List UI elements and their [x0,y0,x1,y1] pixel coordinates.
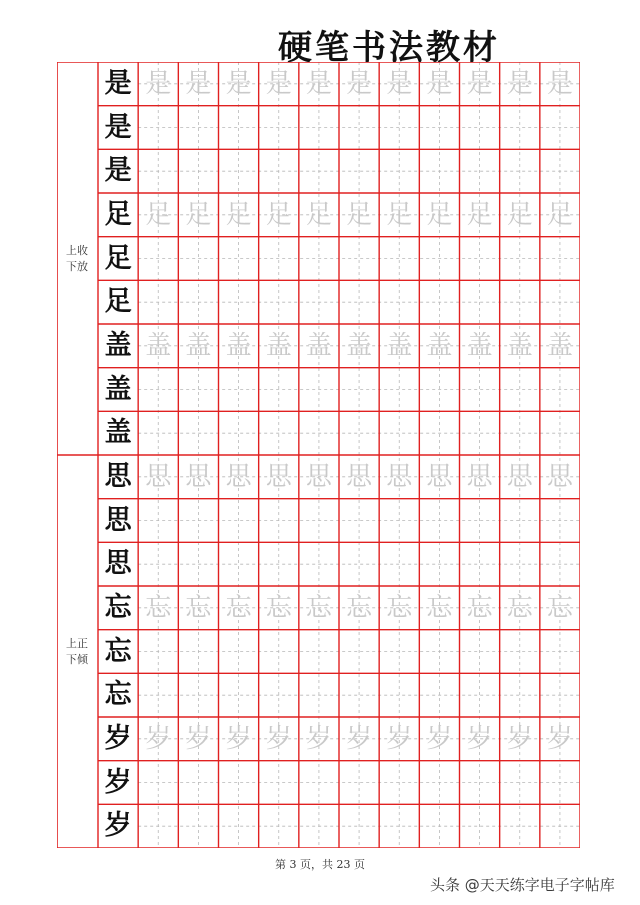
trace-character: 岁 [466,723,493,754]
trace-character: 思 [346,461,373,492]
model-character: 足 [104,198,132,230]
trace-character: 盖 [225,330,252,361]
section-label [57,636,97,668]
trace-character: 足 [386,199,413,230]
page-title: 硬笔书法教材 [278,28,500,68]
section-label-line: 下倾 [66,652,88,666]
trace-character: 岁 [265,723,292,754]
trace-character: 足 [546,199,573,230]
trace-character: 岁 [386,723,413,754]
trace-character: 思 [506,461,533,492]
trace-character: 忘 [305,592,332,623]
model-character: 盖 [104,417,132,449]
trace-character: 盖 [466,330,493,361]
trace-character: 盖 [386,330,413,361]
trace-character: 足 [426,199,453,230]
model-character: 岁 [104,766,132,798]
trace-character: 是 [546,68,573,99]
trace-character: 忘 [386,592,413,623]
trace-character: 盖 [265,330,292,361]
trace-character: 足 [145,199,172,230]
trace-character: 岁 [346,723,373,754]
model-character: 是 [104,67,132,99]
trace-character: 足 [305,199,332,230]
practice-grid [57,62,580,848]
trace-character: 足 [185,199,212,230]
trace-character: 岁 [225,723,252,754]
trace-character: 忘 [506,592,533,623]
model-character: 足 [104,242,132,274]
model-character: 岁 [104,810,132,842]
trace-character: 足 [225,199,252,230]
model-character: 盖 [104,329,132,361]
trace-character: 盖 [305,330,332,361]
trace-character: 是 [185,68,212,99]
trace-character: 岁 [185,723,212,754]
trace-character: 思 [466,461,493,492]
trace-character: 思 [305,461,332,492]
section-label-line: 上收 [66,243,88,257]
model-character: 是 [104,111,132,143]
trace-character: 是 [506,68,533,99]
trace-character: 是 [265,68,292,99]
trace-character: 忘 [466,592,493,623]
trace-character: 是 [225,68,252,99]
trace-character: 足 [265,199,292,230]
trace-character: 岁 [145,723,172,754]
trace-character: 忘 [346,592,373,623]
trace-character: 思 [145,461,172,492]
trace-character: 忘 [546,592,573,623]
trace-character: 思 [185,461,212,492]
model-character: 忘 [104,635,132,667]
trace-character: 忘 [185,592,212,623]
trace-character: 是 [145,68,172,99]
trace-character: 盖 [346,330,373,361]
trace-character: 足 [506,199,533,230]
section-label-line: 下放 [66,259,88,273]
model-character: 岁 [104,722,132,754]
model-character: 忘 [104,591,132,623]
section-label [57,243,97,275]
trace-character: 思 [426,461,453,492]
trace-character: 盖 [185,330,212,361]
trace-character: 盖 [546,330,573,361]
trace-character: 忘 [145,592,172,623]
model-character: 忘 [104,679,132,711]
trace-character: 忘 [426,592,453,623]
trace-character: 足 [466,199,493,230]
watermark: 头条 @天天练字电子字帖库 [430,876,615,894]
trace-character: 盖 [506,330,533,361]
trace-character: 是 [426,68,453,99]
trace-character: 岁 [546,723,573,754]
trace-character: 思 [265,461,292,492]
trace-character: 是 [386,68,413,99]
trace-character: 思 [546,461,573,492]
trace-character: 忘 [225,592,252,623]
model-character: 思 [104,504,132,536]
trace-character: 是 [466,68,493,99]
trace-character: 思 [386,461,413,492]
trace-character: 足 [346,199,373,230]
model-character: 思 [104,548,132,580]
trace-character: 盖 [145,330,172,361]
model-character: 盖 [104,373,132,405]
trace-character: 岁 [426,723,453,754]
model-character: 思 [104,460,132,492]
model-character: 是 [104,155,132,187]
trace-character: 思 [225,461,252,492]
trace-character: 是 [346,68,373,99]
model-character: 足 [104,286,132,318]
page-footer: 第 3 页，共 23 页 [275,858,365,871]
trace-character: 忘 [265,592,292,623]
trace-character: 是 [305,68,332,99]
trace-character: 岁 [506,723,533,754]
section-label-line: 上正 [66,636,88,650]
trace-character: 岁 [305,723,332,754]
trace-character: 盖 [426,330,453,361]
